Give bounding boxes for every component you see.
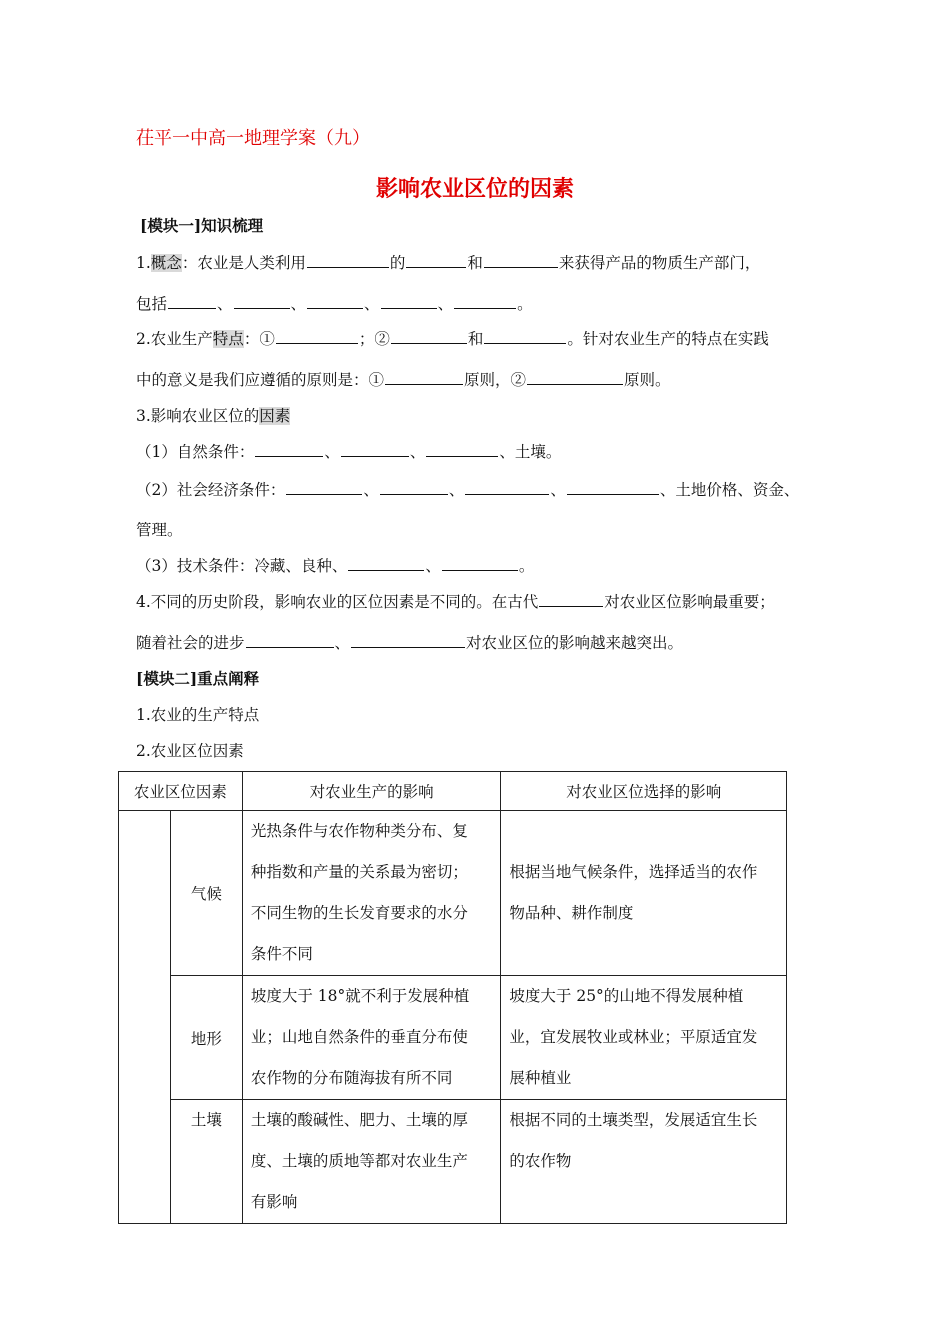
technical-conditions: （3）技术条件：冷藏、良种、 、 。: [136, 557, 535, 575]
concept-label: 概念: [150, 254, 182, 272]
table-header: 农业区位因素: [119, 772, 243, 811]
table-header: 对农业生产的影响: [242, 772, 501, 811]
question-3: 3.影响农业区位的因素: [136, 407, 291, 425]
question-2-line-2: 中的意义是我们应遵循的原则是：① 原则，② 原则。: [136, 371, 671, 389]
question-2-line-1: 2.农业生产特点：① ；② 和 。针对农业生产的特点在实践: [136, 330, 769, 348]
table-row: [119, 811, 787, 976]
blank[interactable]: [391, 329, 467, 344]
factor-cell: 气候: [170, 811, 242, 976]
blank[interactable]: [465, 480, 549, 495]
blank[interactable]: [406, 253, 466, 268]
blank[interactable]: [454, 294, 516, 309]
table-header-row: [119, 772, 787, 811]
location-cell: 根据不同的土壤类型，发展适宜生长 的农作物: [501, 1100, 787, 1224]
module-two-item-2: 2.农业区位因素: [136, 742, 244, 760]
table-row: [119, 1100, 787, 1224]
blank[interactable]: [380, 480, 448, 495]
blank[interactable]: [567, 480, 659, 495]
blank[interactable]: [484, 329, 566, 344]
table-row: [119, 976, 787, 1100]
blank[interactable]: [307, 294, 363, 309]
module-one-heading: [模块一]知识梳理: [140, 216, 264, 235]
factors-table: [118, 771, 787, 1224]
question-4-line-2: 随着社会的进步 、 对农业区位的影响越来越突出。: [136, 634, 684, 652]
blank[interactable]: [307, 253, 389, 268]
blank[interactable]: [276, 329, 358, 344]
social-conditions: （2）社会经济条件： 、 、 、 、土地价格、资金、: [136, 481, 800, 499]
natural-conditions: （1）自然条件： 、 、 、土壤。: [136, 443, 562, 461]
blank[interactable]: [426, 442, 498, 457]
blank[interactable]: [348, 556, 424, 571]
production-cell: 土壤的酸碱性、肥力、土壤的厚 度、土壤的质地等都对农业生产 有影响: [242, 1100, 501, 1224]
location-cell: 坡度大于 25°的山地不得发展种植 业，宜发展牧业或林业；平原适宜发 展种植业: [501, 976, 787, 1100]
social-conditions-cont: 管理。: [136, 521, 183, 539]
blank[interactable]: [442, 556, 518, 571]
production-cell: 坡度大于 18°就不利于发展种植 业；山地自然条件的垂直分布使 农作物的分布随海拔有所不同: [242, 976, 501, 1100]
blank[interactable]: [381, 294, 437, 309]
question-1-line-1: 1.概念：农业是人类利用 的 和 来获得产品的物质生产部门，: [136, 254, 761, 272]
blank[interactable]: [385, 370, 463, 385]
blank[interactable]: [286, 480, 362, 495]
blank[interactable]: [255, 442, 323, 457]
module-two-item-1: 1.农业的生产特点: [136, 706, 260, 724]
empty-merged-cell: [119, 811, 171, 1224]
blank[interactable]: [539, 592, 603, 607]
question-4-line-1: 4.不同的历史阶段，影响农业的区位因素是不同的。在古代 对农业区位影响最重要；: [136, 593, 775, 611]
table-header: 对农业区位选择的影响: [501, 772, 787, 811]
factor-cell: 土壤: [170, 1100, 242, 1224]
blank[interactable]: [484, 253, 558, 268]
blank[interactable]: [168, 294, 216, 309]
blank[interactable]: [341, 442, 409, 457]
blank[interactable]: [527, 370, 623, 385]
question-1-line-2: 包括 、 、 、 、 。: [136, 295, 533, 313]
features-label: 特点: [212, 330, 244, 348]
factors-label: 因素: [259, 407, 291, 425]
module-two-heading: [模块二]重点阐释: [136, 669, 260, 688]
location-cell: 根据当地气候条件，选择适当的农作 物品种、耕作制度: [501, 811, 787, 976]
document-header: 茌平一中高一地理学案（九）: [136, 128, 370, 149]
blank[interactable]: [351, 633, 465, 648]
blank[interactable]: [246, 633, 334, 648]
production-cell: 光热条件与农作物种类分布、复 种指数和产量的关系最为密切； 不同生物的生长发育要求的水分 条件不同: [242, 811, 501, 976]
page-title: 影响农业区位的因素: [375, 176, 574, 202]
blank[interactable]: [234, 294, 290, 309]
factor-cell: 地形: [170, 976, 242, 1100]
